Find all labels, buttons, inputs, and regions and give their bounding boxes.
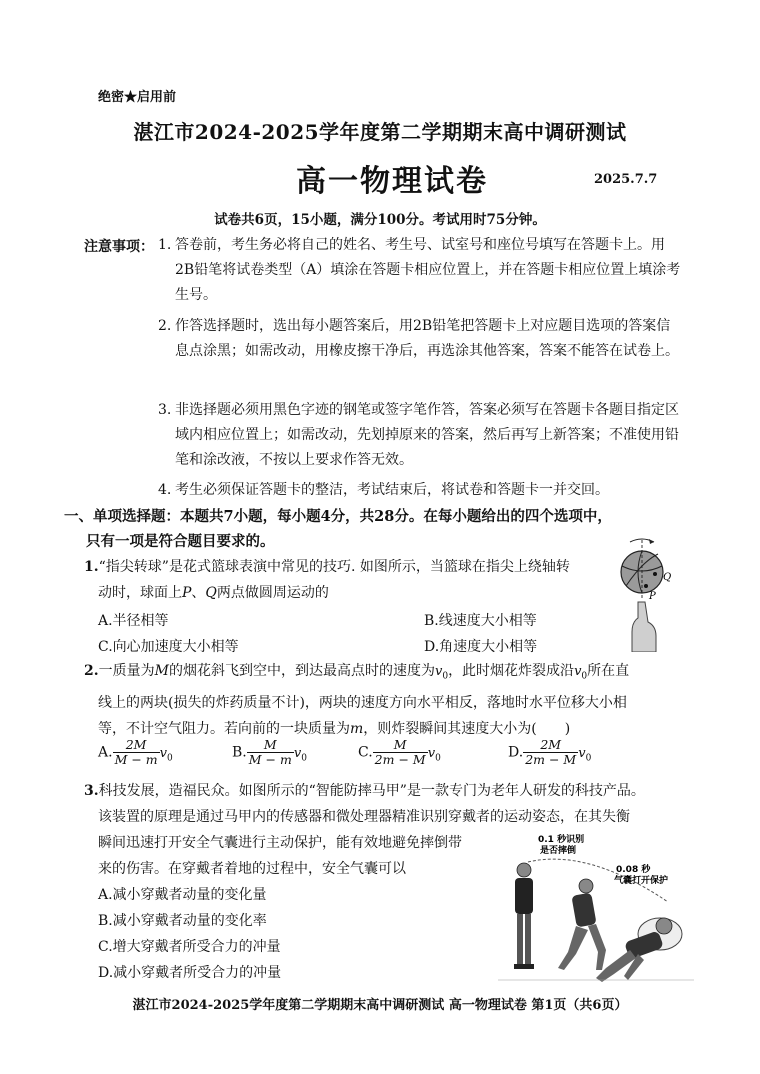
q3-option-c[interactable]: C.增大穿戴者所受合力的冲量: [98, 939, 281, 955]
q3-line2: 该装置的原理是通过马甲内的传感器和微处理器精准识别穿戴者的运动姿态，在其失衡: [98, 809, 630, 825]
exam-info: 试卷共6页，15小题，满分100分。考试用时75分钟。: [214, 212, 546, 228]
q2-text: ，此时烟花炸裂成沿: [448, 663, 575, 679]
confidential-mark: 绝密★启用前: [98, 90, 177, 105]
spinning-basketball-figure: [612, 536, 682, 652]
notice-item-text: 考生必须保证答题卡的整洁，考试结束后，将试卷和答题卡一并交回。: [175, 482, 609, 498]
mass-m: m: [350, 720, 364, 737]
q2-option-a[interactable]: A. $\frac{2M}{M - m}$ $v_0$: [98, 737, 173, 767]
q3-line3: 瞬间迅速打开安全气囊进行主动保护，能有效地避免摔倒带: [98, 835, 462, 851]
fig-label-Q: Q: [663, 572, 672, 583]
fall-protection-vest-figure: [498, 828, 694, 988]
notice-label: 注意事项：: [84, 239, 154, 255]
exam-title: 湛江市2024-2025学年度第二学期期末高中调研测试: [133, 120, 627, 144]
q2-option-c[interactable]: C. $\frac{M}{2m - M}$ $v_0$: [358, 737, 441, 767]
point-P-marker: [644, 584, 648, 588]
question-number: 3.: [84, 783, 99, 799]
section-heading-line1: 一、单项选择题：本题共7小题，每小题4分，共28分。在每小题给出的四个选项中，: [64, 508, 612, 525]
fig-label-airbag-time: 0.08 秒: [616, 865, 651, 875]
fig-label-detect-time: 0.1 秒识别: [538, 835, 585, 845]
q2-text: 的烟花斜飞到空中，到达最高点时的速度为: [168, 663, 435, 679]
section-heading: [64, 504, 684, 554]
question-1-line1: “指尖转球”是花式篮球表演中常见的技巧. 如图所示，当篮球在指尖上绕轴转: [98, 559, 570, 575]
section-heading-line2: 只有一项是符合题目要求的。: [86, 533, 275, 550]
person-falling: [558, 879, 606, 970]
q2-option-d[interactable]: D. $\frac{2M}{2m - M}$ $v_0$: [508, 737, 592, 767]
q2-text: 等，不计空气阻力。若向前的一块质量为: [98, 720, 350, 737]
fig-label-detect-desc: 是否摔倒: [540, 846, 577, 856]
q1-option-b[interactable]: B.线速度大小相等: [424, 613, 537, 629]
fig-label-P: P: [649, 591, 656, 602]
point-P: P: [182, 585, 192, 601]
point-Q-marker: [653, 572, 657, 576]
notice-item-num: 1.: [158, 237, 172, 253]
q1-option-a[interactable]: A.半径相等: [98, 613, 169, 629]
notice-item-text: 作答选择题时，选出每小题答案后，用2B铅笔把答题卡上对应题目选项的答案信息点涂黑；如需改动，用橡皮擦干净后，再选涂其他答案，答案不能答在试卷上。: [175, 318, 679, 359]
q2-text: ，则炸裂瞬间其速度大小为( ): [363, 720, 571, 737]
notice-item-num: 4.: [158, 482, 172, 498]
q2-option-b[interactable]: B. $\frac{M}{M - m}$ $v_0$: [232, 737, 307, 767]
q1-option-c[interactable]: C.向心加速度大小相等: [98, 639, 239, 655]
symbol-v0: $v_0$: [574, 664, 588, 682]
question-1-line2-b: 两点做圆周运动的: [216, 585, 329, 601]
notice-item-num: 2.: [158, 318, 172, 334]
mass-M: M: [154, 663, 169, 679]
separator: 、: [191, 585, 206, 601]
page-footer: 湛江市2024-2025学年度第二学期期末高中调研测试 高一物理试卷 第1页（共6页）: [132, 998, 628, 1013]
q3-option-d[interactable]: D.减小穿戴者所受合力的冲量: [98, 965, 282, 981]
q3-option-b[interactable]: B.减小穿戴者动量的变化率: [98, 913, 267, 929]
notice-item-text: 答卷前，考生务必将自己的姓名、考生号、试室号和座位号填写在答题卡上。用2B铅笔将试卷类型（A）填涂在答题卡相应位置上，并在答题卡相应位置上填涂考生号。: [175, 237, 681, 303]
notice-item-text: 非选择题必须用黑色字迹的钢笔或签字笔作答，答案必须写在答题卡各题目指定区域内相应位置上；如需改动，先划掉原来的答案，然后再写上新答案；不准使用铅笔和涂改液，不按以上要求作答无效。: [175, 402, 679, 468]
q1-option-d[interactable]: D.角速度大小相等: [424, 639, 538, 655]
question-1-line2-a: 动时，球面上: [98, 585, 182, 601]
point-Q: Q: [205, 585, 217, 601]
q3-line1: 科技发展，造福民众。如图所示的“智能防摔马甲”是一款专门为老年人研发的科技产品。: [98, 783, 645, 799]
q2-text: 所在直: [587, 663, 630, 679]
person-standing: [514, 863, 534, 969]
symbol-v0: $v_0$: [434, 664, 449, 682]
q3-option-a[interactable]: A.减小穿戴者动量的变化量: [98, 887, 267, 903]
person-lying-with-airbag: [596, 918, 682, 982]
paper-subtitle: 高一物理试卷: [296, 164, 488, 199]
question-1: [84, 554, 614, 606]
question-2: [84, 658, 684, 742]
notice-item-num: 3.: [158, 402, 172, 418]
q2-text: 一质量为: [98, 663, 155, 679]
q2-line2: 线上的两块(损失的炸药质量不计)，两块的速度方向水平相反，落地时水平位移大小相: [98, 694, 627, 711]
question-number: 2.: [84, 663, 99, 679]
fig-label-airbag-desc: 气囊打开保护: [614, 876, 669, 886]
q3-line4: 来的伤害。在穿戴者着地的过程中，安全气囊可以: [98, 861, 406, 877]
exam-date: 2025.7.7: [594, 172, 658, 187]
hand-icon: [632, 602, 656, 652]
question-number: 1.: [84, 559, 99, 575]
